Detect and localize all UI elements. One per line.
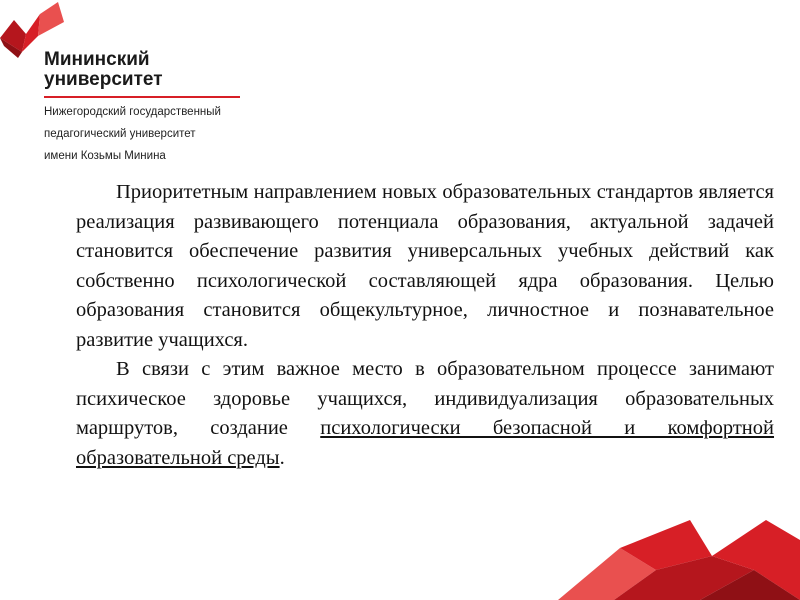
- brand-block: [44, 50, 240, 164]
- brand-subtitle-line1: Нижегородский государственный: [44, 106, 221, 118]
- paragraph-1: Приоритетным направлением новых образовательных стандартов является реализация развивающего потенциала образования, актуальной задачей становится обеспечение развития универсальных учебных действий как собственно психологической составляющей ядра образования. Целью образования становится общекультурное, личностное и познавательное развитие учащихся.: [76, 181, 774, 351]
- brand-divider: [44, 96, 240, 98]
- brand-name-line2: университет: [44, 69, 163, 90]
- paragraph-2-end: .: [279, 446, 285, 469]
- paragraph-2-text: В связи с этим важное место в образовательном процессе занимают психическое здоровье учащихся, индивидуализация образовательных маршрутов, создание: [76, 358, 774, 439]
- main-text: [76, 178, 774, 473]
- brand-name-line1: Мининский: [44, 49, 150, 70]
- brand-subtitle-line2: педагогический университет: [44, 128, 196, 140]
- brand-subtitle-line3: имени Козьмы Минина: [44, 150, 166, 162]
- paragraph-2: [76, 355, 774, 473]
- red-ribbon-decoration-icon: [540, 520, 800, 600]
- paragraph-2-underlined: психологически безопасной и комфортной образовательной среды: [76, 417, 775, 469]
